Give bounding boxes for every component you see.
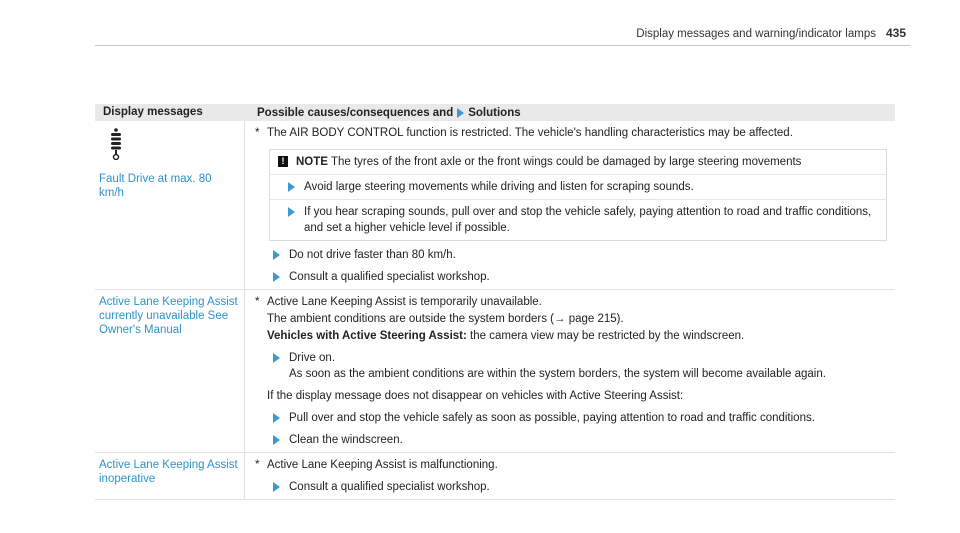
vehicle-variant-label: Vehicles with Active Steering Assist:: [267, 330, 467, 342]
air-suspension-icon: [109, 128, 238, 164]
table-row: [95, 453, 895, 500]
table-header: [95, 104, 895, 121]
solution-item: Consult a qualified specialist workshop.: [255, 479, 887, 495]
message-cell: [95, 290, 245, 452]
col-display-messages: Display messages: [103, 106, 203, 118]
note-box: [269, 149, 887, 241]
cause-text: Active Lane Keeping Assist is malfunctioning.: [267, 459, 498, 471]
message-text: Fault Drive at max. 80 km/h: [99, 173, 212, 199]
note-label: NOTE: [296, 156, 328, 168]
header-divider: [95, 45, 910, 46]
solution-item: Do not drive faster than 80 km/h.: [255, 247, 887, 263]
col2-suffix: Solutions: [468, 106, 521, 119]
cause-text: The AIR BODY CONTROL function is restricted. The vehicle's handling characteristics may be affected.: [267, 127, 793, 139]
header-title: Display messages and warning/indicator lamps: [636, 28, 876, 40]
message-text: Active Lane Keeping Assist inoperative: [99, 459, 238, 485]
warning-icon: !: [278, 156, 288, 167]
solution-item: Pull over and stop the vehicle safely as soon as possible, paying attention to road and traffic conditions.: [255, 410, 887, 426]
note-text: The tyres of the front axle or the front wings could be damaged by large steering movements: [330, 156, 802, 168]
arrow-icon: [273, 353, 280, 363]
page-header: [636, 26, 906, 40]
causes-cell: * The AIR BODY CONTROL function is restricted. The vehicle's handling characteristics may be affected. ! NOTE The tyres of the front axle or the front wings could be damaged by large steering movements Avoid large steering movements while driving and listen for scraping sounds. If you hear scraping sounds, pull over and stop the vehicle safely, paying attention to road and traffic conditions, and set a higher vehicle level if possible. Do not drive faster than 80 km/h. Consult a qualified specialist workshop.: [245, 121, 895, 289]
causes-cell: * Active Lane Keeping Assist is temporarily unavailable. The ambient conditions are outside the system borders (→ page 215). Vehicles with Active Steering Assist: the camera view may be restricted by the windscreen. Drive on. As soon as the ambient conditions are within the system borders, the system will become available again. If the display message does not disappear on vehicles with Active Steering Assist: Pull over and stop the vehicle safely as soon as possible, paying attention to road and traffic conditions. Clean the windscreen.: [245, 290, 895, 452]
arrow-icon: [273, 413, 280, 423]
causes-cell: * Active Lane Keeping Assist is malfunctioning. Consult a qualified specialist workshop.: [245, 453, 895, 499]
col2-label: Possible causes/consequences and: [257, 106, 454, 119]
cause-detail: The ambient conditions are outside the system borders (→ page 215).: [267, 313, 624, 325]
arrow-icon: [288, 207, 295, 217]
arrow-icon: [273, 272, 280, 282]
condition-text: If the display message does not disappear on vehicles with Active Steering Assist:: [267, 390, 684, 402]
table-row: [95, 290, 895, 453]
page-number: 435: [885, 26, 906, 40]
solution-item: Consult a qualified specialist workshop.: [255, 269, 887, 285]
col-causes-solutions: [245, 104, 895, 121]
cause-text: Active Lane Keeping Assist is temporarily unavailable.: [267, 296, 542, 308]
note-item: Avoid large steering movements while driving and listen for scraping sounds.: [270, 175, 886, 200]
message-cell: [95, 453, 245, 499]
solution-item: Drive on. As soon as the ambient conditions are within the system borders, the system will become available again.: [255, 350, 887, 382]
table-row: [95, 121, 895, 290]
display-messages-table: [95, 104, 895, 500]
arrow-icon: [273, 482, 280, 492]
note-item: If you hear scraping sounds, pull over and stop the vehicle safely, paying attention to road and traffic conditions, and set a higher vehicle level if possible.: [270, 200, 886, 240]
message-text: Active Lane Keeping Assist currently unavailable See Owner's Manual: [99, 296, 238, 336]
arrow-icon: [288, 182, 295, 192]
arrow-icon: [273, 435, 280, 445]
message-cell: [95, 121, 245, 289]
solution-arrow-icon: [457, 108, 464, 118]
arrow-icon: [273, 250, 280, 260]
solution-item: Clean the windscreen.: [255, 432, 887, 448]
